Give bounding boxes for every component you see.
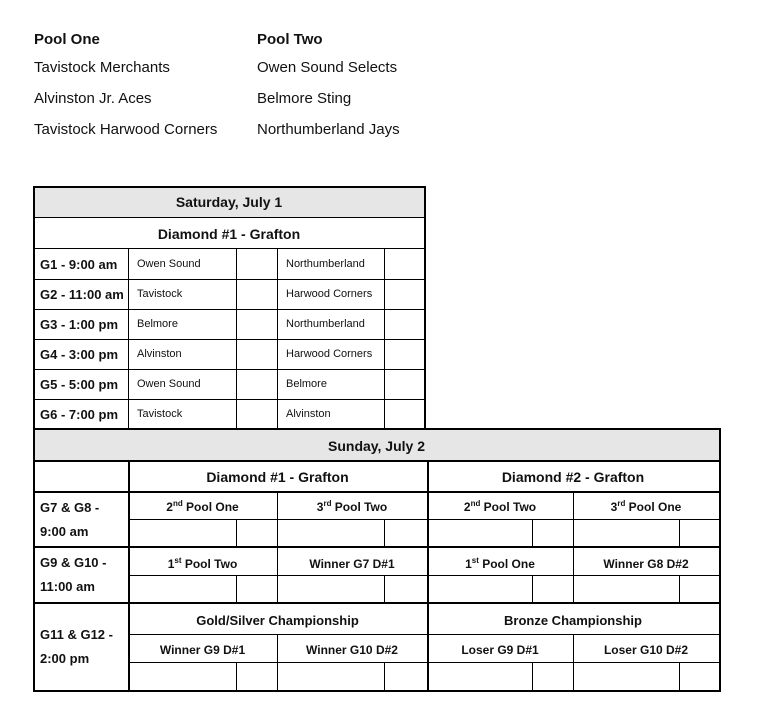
grid-line [34, 602, 720, 604]
home-score-cell [236, 309, 277, 339]
pool-one [34, 28, 217, 145]
grid-line [128, 575, 719, 576]
grid-line [573, 634, 574, 691]
matchup-slot: Winner G10 D#2 [306, 643, 398, 657]
grid-line [384, 575, 385, 603]
grid-line [573, 492, 574, 547]
grid-line [34, 279, 424, 280]
game-time-label: G4 - 3:00 pm [40, 346, 119, 362]
sunday-diamond1-label: Diamond #1 - Grafton [206, 469, 349, 485]
grid-line [277, 492, 278, 547]
grid-line [128, 460, 130, 692]
grid-line [34, 248, 425, 249]
away-score-cell [384, 279, 424, 309]
matchup-slot: 1st Pool One [465, 556, 535, 571]
grid-line [532, 662, 533, 691]
home-team: Owen Sound [137, 258, 201, 270]
grid-line [236, 249, 237, 430]
home-score-cell [236, 249, 277, 279]
away-team: Northumberland [286, 318, 365, 330]
grid-line [34, 399, 424, 400]
matchup-slot: Winner G9 D#1 [159, 643, 246, 657]
matchup-slot: 3rd Pool One [610, 499, 682, 514]
away-score-cell [384, 309, 424, 339]
saturday-diamond-label: Diamond #1 - Grafton [157, 226, 301, 242]
game-time-label: G1 - 9:00 am [40, 256, 118, 272]
grid-line [34, 369, 424, 370]
pool-two-title: Pool Two [257, 31, 323, 48]
matchup-slot: Winner G8 D#2 [603, 557, 689, 571]
grid-line [34, 428, 720, 430]
ordinal-suffix: st [471, 556, 479, 565]
away-team: Alvinston [286, 408, 331, 420]
grid-line [34, 460, 720, 462]
game-label-g11-g12 [34, 603, 128, 691]
matchup-slot: Winner G7 D#1 [309, 557, 395, 571]
pool-two-team: Northumberland Jays [257, 121, 400, 138]
game-label-g9-g10 [34, 547, 128, 603]
pool-one-team: Alvinston Jr. Aces [34, 90, 152, 107]
grid-line [236, 662, 237, 691]
away-team: Belmore [286, 378, 327, 390]
ordinal-suffix: st [174, 556, 182, 565]
pool-two [257, 28, 400, 145]
pool-one-title: Pool One [34, 31, 100, 48]
home-score-cell [236, 279, 277, 309]
grid-line [34, 186, 425, 188]
away-team: Harwood Corners [286, 348, 373, 360]
gold-silver-championship-label: Gold/Silver Championship [196, 613, 359, 628]
grid-line [424, 186, 426, 430]
bronze-championship-label: Bronze Championship [504, 613, 642, 628]
ordinal-suffix: rd [323, 499, 332, 508]
matchup-slot: Loser G9 D#1 [461, 643, 539, 657]
game-time-line: 11:00 am [40, 579, 95, 594]
game-time-label: G3 - 1:00 pm [40, 316, 119, 332]
grid-line [384, 249, 385, 430]
ordinal-suffix: nd [172, 499, 183, 508]
grid-line [277, 249, 278, 430]
ordinal-suffix: nd [470, 499, 481, 508]
grid-line [573, 547, 574, 603]
game-label-g7-g8 [34, 492, 128, 547]
matchup-slot: 3rd Pool Two [316, 499, 388, 514]
grid-line [34, 690, 720, 692]
away-team: Harwood Corners [286, 288, 373, 300]
pool-one-team: Tavistock Merchants [34, 59, 170, 76]
grid-line [128, 519, 719, 520]
ordinal-suffix: rd [617, 499, 626, 508]
home-team: Alvinston [137, 348, 182, 360]
grid-line [719, 428, 721, 692]
grid-line [532, 519, 533, 547]
grid-line [34, 546, 720, 548]
sunday-diamond2-label: Diamond #2 - Grafton [501, 469, 645, 485]
matchup-slot: 2nd Pool One [166, 499, 239, 514]
game-label-line: G7 & G8 - [40, 499, 100, 515]
sunday-day-label: Sunday, July 2 [328, 438, 425, 454]
grid-line [427, 460, 429, 692]
grid-line [679, 519, 680, 547]
grid-line [33, 186, 35, 692]
pool-two-team: Owen Sound Selects [257, 59, 398, 76]
grid-line [34, 217, 425, 218]
home-score-cell [236, 339, 277, 369]
grid-line [34, 491, 720, 493]
game-time-label: G6 - 7:00 pm [40, 406, 119, 422]
grid-line [128, 662, 719, 663]
grid-line [384, 519, 385, 547]
pool-two-team: Belmore Sting [257, 90, 352, 107]
home-team: Belmore [137, 318, 178, 330]
grid-line [128, 249, 129, 430]
matchup-slot: 1st Pool Two [167, 556, 238, 571]
away-score-cell [384, 249, 424, 279]
grid-line [277, 634, 278, 691]
grid-line [236, 519, 237, 547]
game-time-label: G2 - 11:00 am [40, 286, 124, 302]
away-score-cell [384, 399, 424, 429]
grid-line [679, 575, 680, 603]
matchup-slot: Loser G10 D#2 [603, 643, 689, 657]
away-score-cell [384, 369, 424, 399]
grid-line [384, 662, 385, 691]
pool-one-team: Tavistock Harwood Corners [34, 121, 218, 138]
home-score-cell [236, 399, 277, 429]
grid-line [277, 547, 278, 603]
grid-line [532, 575, 533, 603]
home-team: Tavistock [137, 288, 183, 300]
home-team: Tavistock [137, 408, 183, 420]
grid-line [128, 634, 719, 635]
matchup-slot: 2nd Pool Two [463, 499, 537, 514]
grid-line [34, 339, 424, 340]
game-label-line: G9 & G10 - [40, 555, 107, 570]
away-score-cell [384, 339, 424, 369]
saturday-day-label: Saturday, July 1 [175, 194, 283, 210]
away-team: Northumberland [286, 258, 365, 270]
home-score-cell [236, 369, 277, 399]
game-time-line: 9:00 am [40, 523, 89, 539]
game-time-line: 2:00 pm [40, 651, 90, 666]
home-team: Owen Sound [137, 378, 201, 390]
grid-line [679, 662, 680, 691]
game-label-line: G11 & G12 - [40, 627, 113, 642]
grid-line [236, 575, 237, 603]
grid-line [34, 309, 424, 310]
game-time-label: G5 - 5:00 pm [40, 376, 119, 392]
